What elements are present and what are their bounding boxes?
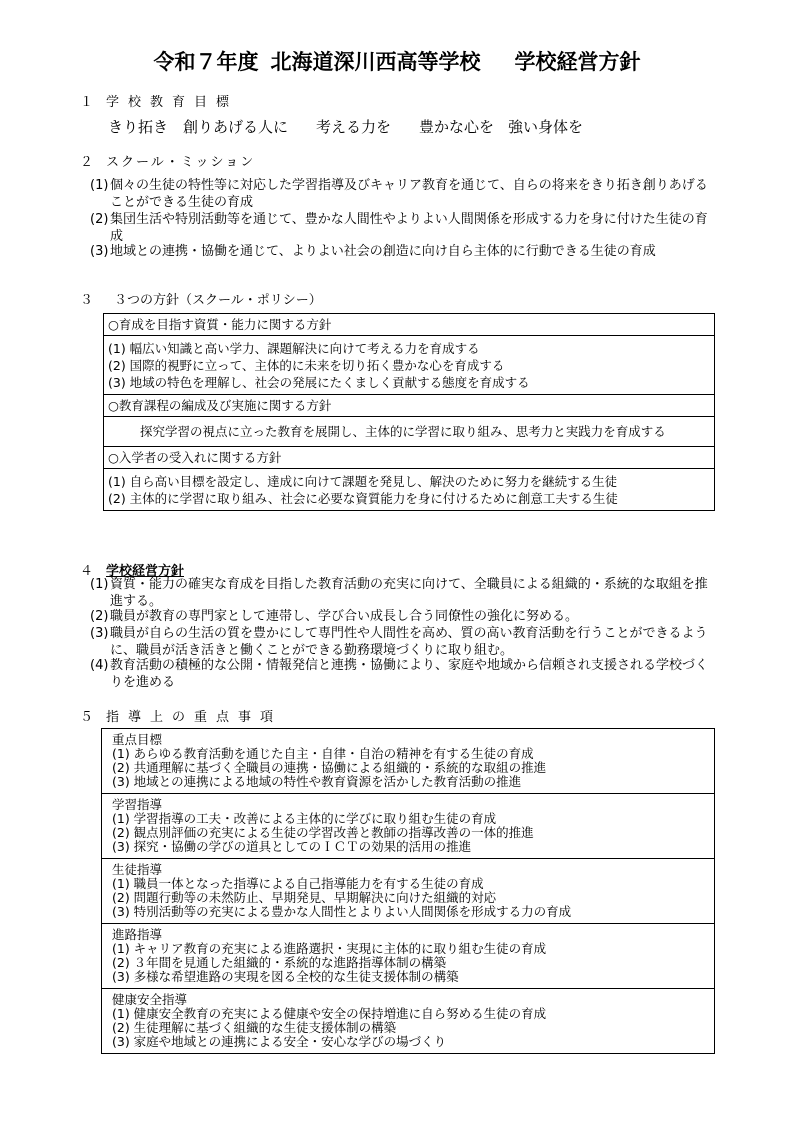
priority-section-title: 生徒指導 <box>112 862 163 877</box>
policy-title: ○育成を目指す資質・能力に関する方針 <box>104 314 714 336</box>
section-2-heading <box>80 151 255 170</box>
policy-list: (1) 幅広い知識と高い学力、課題解決に向けて考える力を育成する (2) 国際的視野に立って、主体的に未来を切り拓く豊かな心を育成する (3) 地域の特色を理解し、社会の発展にたくましく貢献する態度を育成する <box>104 336 714 395</box>
priority-section-title: 重点目標 <box>112 732 163 747</box>
priority-section: 生徒指導 (1) 職員一体となった指導による自己指導能力を有する生徒の育成 (2) 問題行動等の未然防止、早期発見、早期解決に向けた組織的対応 (3) 特別活動等の充実による豊かな人間性とよりよい人間関係を形成する力の育成 <box>102 859 714 924</box>
section-title: ３つの方針（スクール・ポリシー） <box>114 293 322 308</box>
mission-item: (1) 個々の生徒の特性等に対応した学習指導及びキャリア教育を通じて、自らの将来をきり拓き創りあげることができる生徒の育成 <box>90 178 708 210</box>
policy-list: (1) 自ら高い目標を設定し、達成に向けて課題を発見し、解決のために努力を継続する生徒 (2) 主体的に学習に取り組み、社会に必要な資質能力を身に付けるために創意工夫する生徒 <box>108 474 618 506</box>
motto-phrase: きり拓き 創りあげる人に <box>108 118 289 136</box>
priority-section-title: 学習指導 <box>112 797 163 812</box>
policy-title: ○教育課程の編成及び実施に関する方針 <box>104 395 714 417</box>
section-title: 学校経営方針 <box>106 564 185 579</box>
section-title: 学校教育目標 <box>106 95 239 110</box>
mission-item: (3) 地域との連携・協働を通じて、よりよい社会の創造に向け自ら主体的に行動できる生徒の育成 <box>90 244 656 259</box>
mission-item: (2) 集団生活や特別活動等を通じて、豊かな人間性やよりよい人間関係を形成する力を身に付けた生徒の育成 <box>90 212 708 244</box>
title-school: 北海道深川西高等学校 <box>270 49 481 74</box>
section-3-heading <box>80 289 322 308</box>
priority-section-title: 進路指導 <box>112 927 163 942</box>
motto-phrase: 強い身体を <box>508 118 584 136</box>
page-title <box>0 46 794 76</box>
priority-section: 進路指導 (1) キャリア教育の充実による進路選択・実現に主体的に取り組む生徒の育成 (2) ３年間を見通した組織的・系統的な進路指導体制の構築 (3) 多様な希望進路の実現を図る全校的な生徒支援体制の構築 <box>102 924 714 989</box>
policy-item: (1) 資質・能力の確実な育成を目指した教育活動の充実に向けて、全職員による組織的・系統的な取組を推進する。 <box>90 577 708 609</box>
title-year: 令和７年度 <box>153 49 259 74</box>
motto-phrase: 考える力を <box>316 118 392 136</box>
section-number: ３ <box>80 293 94 308</box>
section-title: スクール・ミッション <box>106 155 256 170</box>
priority-section: 重点目標 (1) あらゆる教育活動を通じた自主・自律・自治の精神を有する生徒の育成 (2) 共通理解に基づく全職員の連携・協働による組織的・系統的な取組の推進 (3) 地域との連携による地域の特性や教育資源を活かした教育活動の推進 <box>102 729 714 794</box>
section-5-heading <box>80 706 282 725</box>
policy-item: (2) 職員が教育の専門家として連帯し、学び合い成長し合う同僚性の強化に努める。 <box>90 609 579 624</box>
priority-section: 学習指導 (1) 学習指導の工夫・改善による主体的に学びに取り組む生徒の育成 (2) 観点別評価の充実による生徒の学習改善と教師の指導改善の一体的推進 (3) 探究・協働の学びの道具としてのＩＣＴの効果的活用の推進 <box>102 794 714 859</box>
section-number: ５ <box>80 710 94 725</box>
policy-table <box>103 313 715 511</box>
motto-phrase: 豊かな心を <box>419 118 495 136</box>
section-1-heading <box>80 91 238 110</box>
policy-item: (4) 教育活動の積極的な公開・情報発信と連携・協働により、家庭や地域から信頼され支援される学校づくりを進める <box>90 658 709 690</box>
policy-text: 探究学習の視点に立った教育を展開し、主体的に学習に取り組み、思考力と実践力を育成する <box>104 417 714 447</box>
section-number: １ <box>80 95 94 110</box>
school-motto <box>108 116 611 137</box>
policy-item: (3) 職員が自らの生活の質を豊かにして専門性や人間性を高め、質の高い教育活動を行うことができるように、職員が活き活きと働くことができる勤務環境づくりに取り組む。 <box>90 626 708 658</box>
title-doc: 学校経営方針 <box>514 49 641 74</box>
section-number: ２ <box>80 155 94 170</box>
priority-section-title: 健康安全指導 <box>112 992 188 1007</box>
section-title: 指導上の重点事項 <box>106 710 283 725</box>
priority-table <box>101 728 715 1054</box>
priority-section: 健康安全指導 (1) 健康安全教育の充実による健康や安全の保持増進に自ら努める生徒の育成 (2) 生徒理解に基づく組織的な生徒支援体制の構築 (3) 家庭や地域との連携による安全・安心な学びの場づくり <box>102 989 714 1053</box>
policy-title: ○入学者の受入れに関する方針 <box>104 447 714 469</box>
section-number: ４ <box>80 564 94 579</box>
